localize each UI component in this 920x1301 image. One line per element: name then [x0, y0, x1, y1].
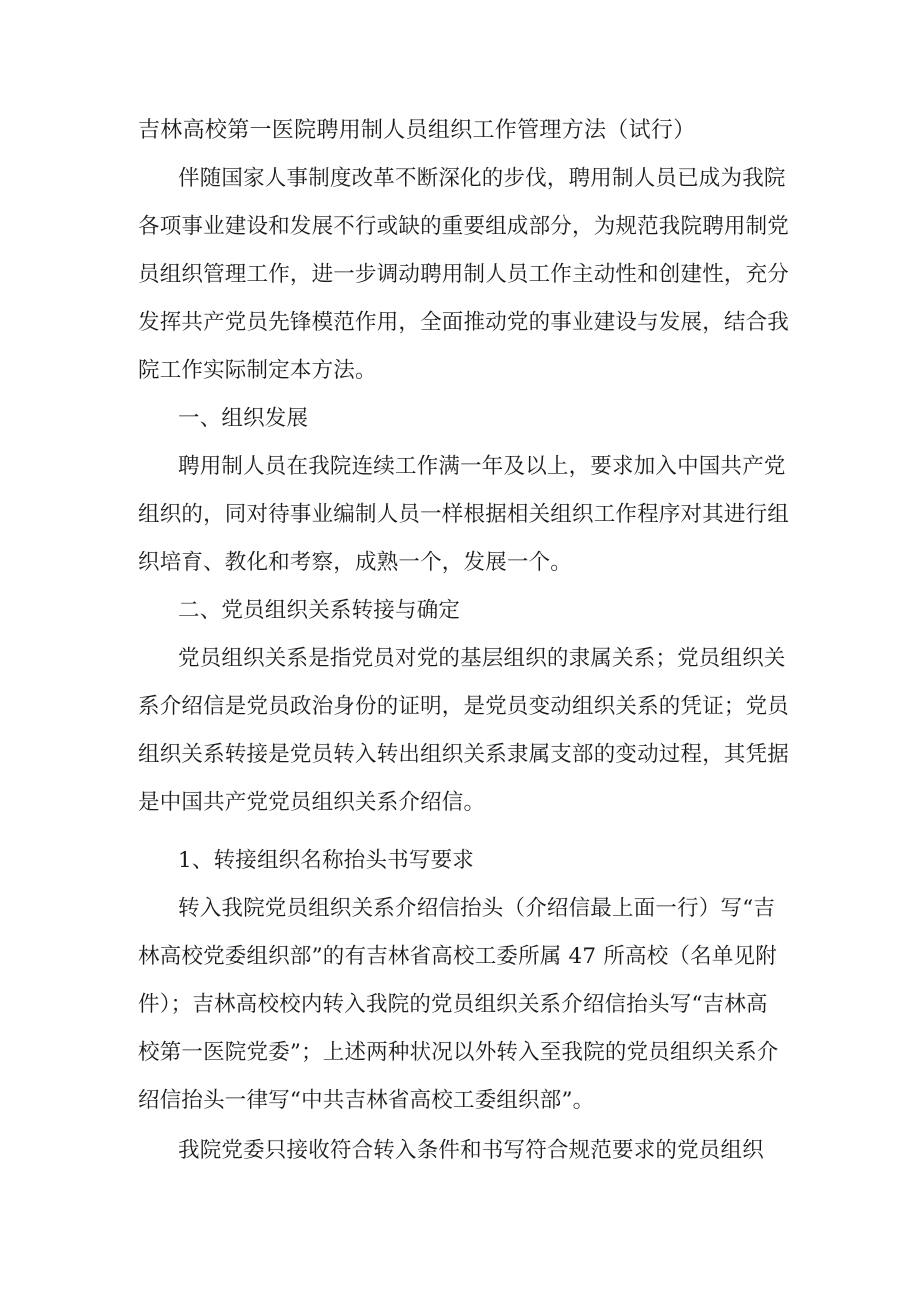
- paragraph-line: 织培育、教化和考察，成熟一个，发展一个。: [138, 550, 573, 575]
- section-heading: 二、党员组织关系转接与确定: [178, 598, 461, 623]
- paragraph-line: 员组织管理工作，进一步调动聘用制人员工作主动性和创建性，充分: [138, 262, 790, 287]
- paragraph-line: 林高校党委组织部”的有吉林省高校工委所属 47 所高校（名单见附: [138, 944, 777, 969]
- paragraph-line: 绍信抬头一律写“中共吉林省高校工委组织部”。: [138, 1088, 595, 1113]
- paragraph-line: 聘用制人员在我院连续工作满一年及以上，要求加入中国共产党: [178, 454, 786, 479]
- paragraph-line: 发挥共产党员先锋模范作用，全面推动党的事业建设与发展，结合我: [138, 310, 790, 335]
- paragraph-line: 伴随国家人事制度改革不断深化的步伐，聘用制人员已成为我院: [178, 166, 786, 191]
- paragraph-line: 我院党委只接收符合转入条件和书写符合规范要求的党员组织: [178, 1138, 764, 1163]
- paragraph-line: 组织的，同对待事业编制人员一样根据相关组织工作程序对其进行组: [138, 502, 790, 527]
- paragraph-line: 组织关系转接是党员转入转出组织关系隶属支部的变动过程，其凭据: [138, 742, 790, 767]
- paragraph-line: 各项事业建设和发展不行或缺的重要组成部分，为规范我院聘用制党: [138, 214, 790, 239]
- subsection-heading: 1、转接组织名称抬头书写要求: [178, 848, 474, 873]
- document-title: 吉林高校第一医院聘用制人员组织工作管理方法（试行）: [138, 118, 696, 143]
- paragraph-line: 转入我院党员组织关系介绍信抬头（介绍信最上面一行）写“吉: [178, 896, 776, 921]
- paragraph-line: 是中国共产党党员组织关系介绍信。: [138, 790, 486, 815]
- section-heading: 一、组织发展: [178, 406, 309, 431]
- paragraph-line: 院工作实际制定本方法。: [138, 358, 377, 383]
- paragraph-line: 校第一医院党委”；上述两种状况以外转入至我院的党员组织关系介: [138, 1040, 779, 1065]
- paragraph-line: 党员组织关系是指党员对党的基层组织的隶属关系；党员组织关: [178, 646, 786, 671]
- paragraph-line: 系介绍信是党员政治身份的证明，是党员变动组织关系的凭证；党员: [138, 694, 790, 719]
- paragraph-line: 件）；吉林高校校内转入我院的党员组织关系介绍信抬头写“吉林高: [138, 992, 768, 1017]
